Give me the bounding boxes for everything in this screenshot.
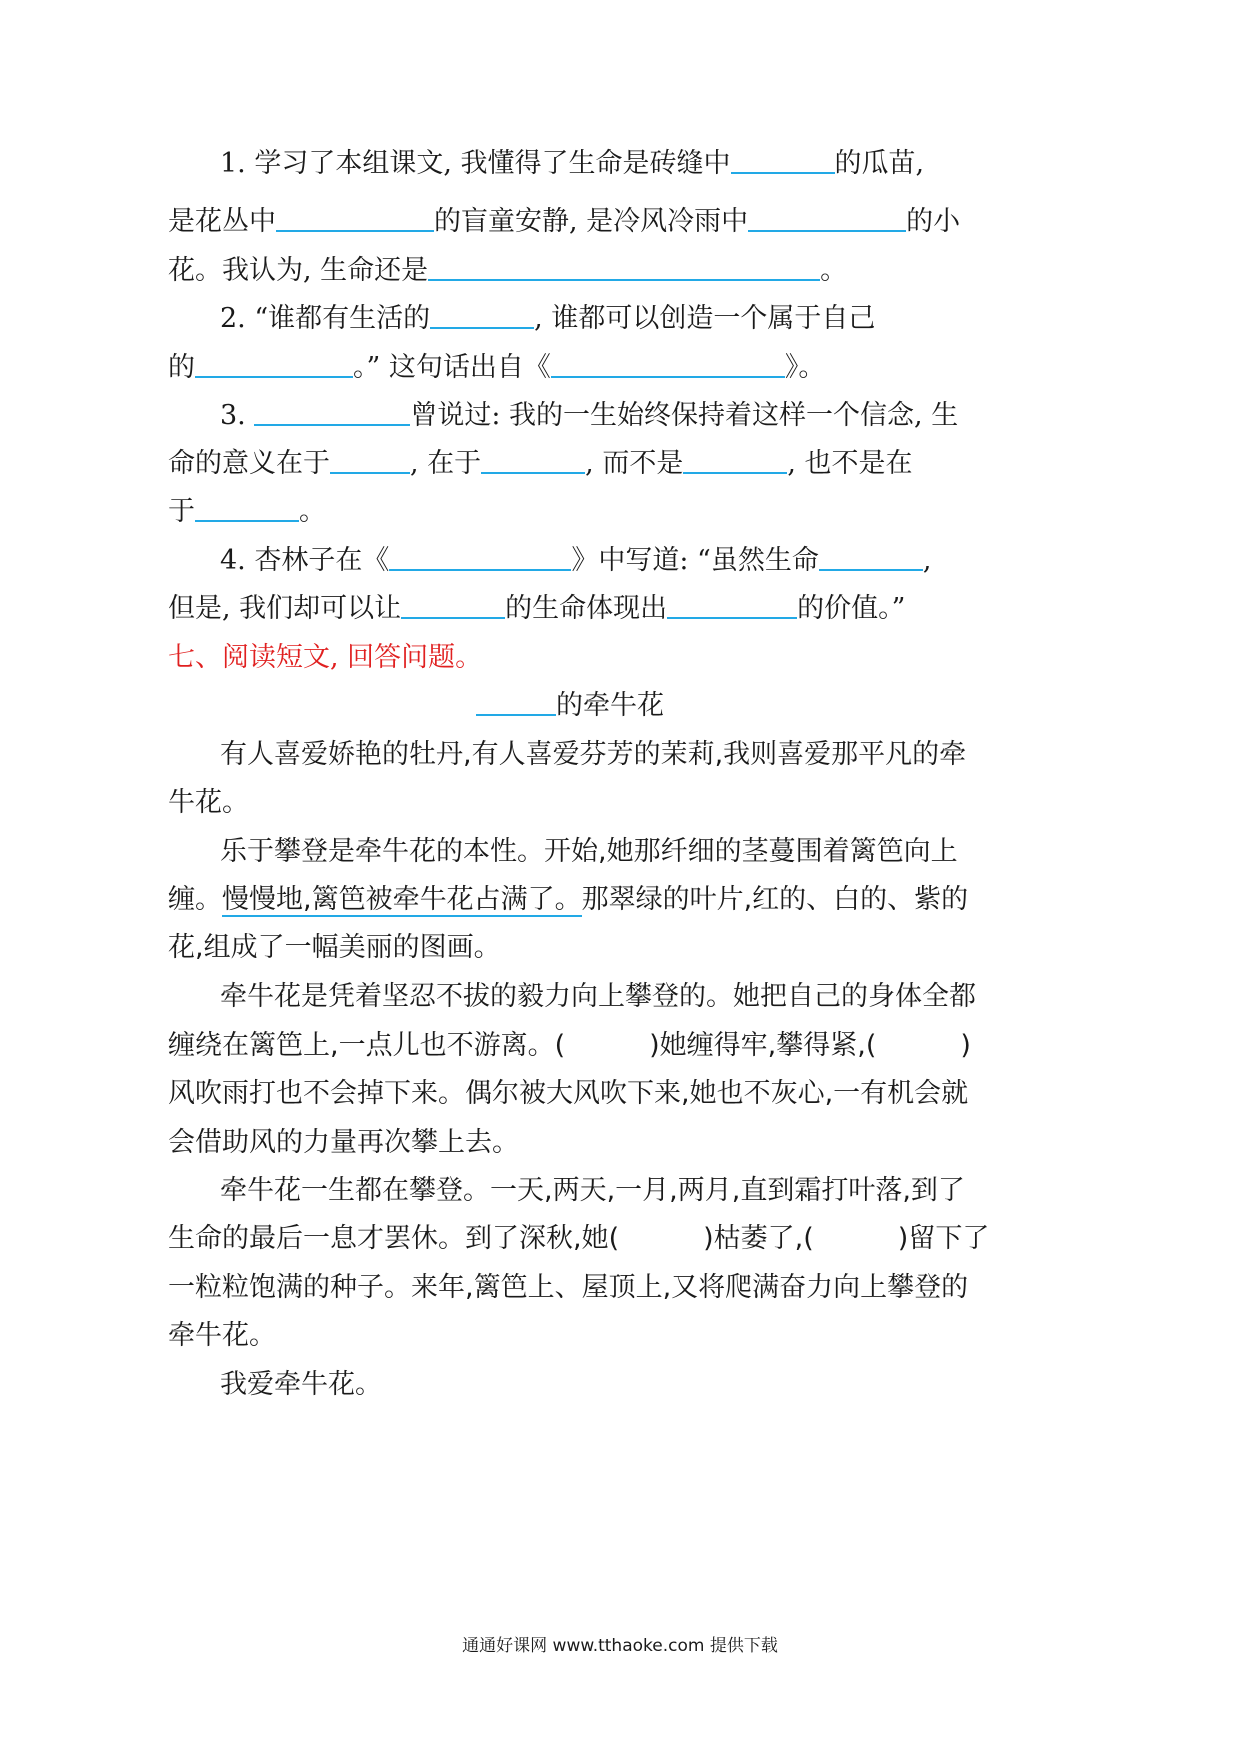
q1-blank-2[interactable] bbox=[276, 204, 434, 232]
q1-text: 的小 bbox=[906, 206, 961, 237]
section-heading: 七、阅读短文, 回答问题。 bbox=[168, 642, 483, 673]
passage-text: ) bbox=[960, 1030, 971, 1061]
underlined-sentence: 慢慢地,篱笆被牵牛花占满了。 bbox=[222, 884, 582, 915]
q3-line-3 bbox=[168, 494, 326, 530]
passage-text: 生命的最后一息才罢休。到了深秋,她( bbox=[168, 1223, 620, 1254]
q3-text: 曾说过: 我的一生始终保持着这样一个信念, 生 bbox=[410, 400, 959, 431]
q1-line-1 bbox=[220, 146, 924, 182]
q2-blank-2[interactable] bbox=[195, 350, 353, 378]
q2-line-2 bbox=[168, 350, 825, 386]
q3-text: 于 bbox=[168, 496, 195, 527]
q1-text: 的盲童安静, 是冷风冷雨中 bbox=[434, 206, 749, 237]
passage-p3-line-4: 会借助风的力量再次攀上去。 bbox=[168, 1127, 519, 1158]
q3-text: , 在于 bbox=[410, 448, 482, 479]
passage-p3-line-2 bbox=[168, 1028, 971, 1064]
q4-blank-1[interactable] bbox=[389, 543, 571, 571]
q3-blank-1[interactable] bbox=[254, 398, 410, 426]
q4-line-1 bbox=[220, 543, 931, 579]
q2-text: 。” 这句话出自《 bbox=[353, 352, 551, 383]
q2-text: , 谁都可以创造一个属于自己 bbox=[534, 303, 876, 334]
passage-text: 缠。 bbox=[168, 884, 222, 915]
q3-blank-5[interactable] bbox=[195, 494, 299, 522]
passage-p2-line-1: 乐于攀登是牵牛花的本性。开始,她那纤细的茎蔓围着篱笆向上 bbox=[220, 836, 958, 867]
passage-title-text: 的牵牛花 bbox=[556, 690, 664, 721]
passage-p4-line-1: 牵牛花一生都在攀登。一天,两天,一月,两月,直到霜打叶落,到了 bbox=[220, 1175, 965, 1206]
q4-text: 的价值。” bbox=[797, 593, 906, 624]
q2-blank-3[interactable] bbox=[551, 350, 785, 378]
passage-p4-line-3: 一粒粒饱满的种子。来年,篱笆上、屋顶上,又将爬满奋力向上攀登的 bbox=[168, 1272, 969, 1303]
passage-p5: 我爱牵牛花。 bbox=[220, 1369, 382, 1400]
q2-blank-1[interactable] bbox=[430, 301, 534, 329]
q1-text: 花。我认为, 生命还是 bbox=[168, 255, 429, 286]
passage-title bbox=[476, 688, 664, 724]
q4-text: 但是, 我们却可以让 bbox=[168, 593, 402, 624]
q1-text: 的瓜苗, bbox=[834, 148, 925, 179]
q2-text: 的 bbox=[168, 352, 195, 383]
q1-line-2 bbox=[168, 204, 960, 240]
passage-text: 缠绕在篱笆上,一点儿也不游离。( bbox=[168, 1030, 566, 1061]
q1-text: 1. 学习了本组课文, 我懂得了生命是砖缝中 bbox=[220, 148, 731, 179]
q4-text: , bbox=[922, 545, 932, 576]
q3-text: , 也不是在 bbox=[787, 448, 913, 479]
passage-p2-line-2 bbox=[168, 882, 968, 918]
passage-text: 那翠绿的叶片,红的、白的、紫的 bbox=[581, 884, 969, 915]
q3-text: , 而不是 bbox=[585, 448, 684, 479]
footer-credit: 通通好课网 www.tthaoke.com 提供下载 bbox=[462, 1636, 778, 1656]
q1-blank-3[interactable] bbox=[748, 204, 906, 232]
q3-blank-2[interactable] bbox=[330, 446, 410, 474]
passage-p4-line-2 bbox=[168, 1221, 989, 1257]
q1-blank-1[interactable] bbox=[731, 146, 835, 174]
title-blank[interactable] bbox=[476, 688, 556, 716]
q3-line-2 bbox=[168, 446, 913, 482]
passage-text: )她缠得牢,攀得紧,( bbox=[649, 1030, 877, 1061]
q4-blank-3[interactable] bbox=[401, 591, 505, 619]
q4-blank-4[interactable] bbox=[667, 591, 797, 619]
passage-text: )枯萎了,( bbox=[703, 1223, 814, 1254]
q1-line-3 bbox=[168, 253, 847, 289]
passage-p2-line-3: 花,组成了一幅美丽的图画。 bbox=[168, 932, 501, 963]
q4-text: 》中写道: “虽然生命 bbox=[571, 545, 819, 576]
q2-text: 》。 bbox=[784, 352, 826, 383]
q2-line-1 bbox=[220, 301, 875, 337]
q3-line-1 bbox=[220, 398, 958, 434]
q3-blank-3[interactable] bbox=[481, 446, 585, 474]
passage-text: )留下了 bbox=[897, 1223, 990, 1254]
passage-p1-line-1: 有人喜爱娇艳的牡丹,有人喜爱芬芳的茉莉,我则喜爱那平凡的牵 bbox=[220, 739, 967, 770]
q1-blank-4[interactable] bbox=[428, 253, 820, 281]
q3-text: 3. bbox=[220, 400, 246, 431]
passage-p1-line-2: 牛花。 bbox=[168, 787, 249, 818]
q3-text: 命的意义在于 bbox=[168, 448, 330, 479]
passage-p4-line-4: 牵牛花。 bbox=[168, 1320, 276, 1351]
q4-blank-2[interactable] bbox=[819, 543, 923, 571]
passage-p3-line-3: 风吹雨打也不会掉下来。偶尔被大风吹下来,她也不灰心,一有机会就 bbox=[168, 1078, 969, 1109]
q1-text: 是花丛中 bbox=[168, 206, 276, 237]
q3-blank-4[interactable] bbox=[683, 446, 787, 474]
q3-text: 。 bbox=[299, 496, 326, 527]
q4-text: 4. 杏林子在《 bbox=[220, 545, 390, 576]
q4-text: 的生命体现出 bbox=[505, 593, 668, 624]
passage-p3-line-1: 牵牛花是凭着坚忍不拔的毅力向上攀登的。她把自己的身体全都 bbox=[220, 981, 976, 1012]
q1-text: 。 bbox=[820, 255, 848, 286]
q2-text: 2. “谁都有生活的 bbox=[220, 303, 431, 334]
q4-line-2 bbox=[168, 591, 905, 627]
